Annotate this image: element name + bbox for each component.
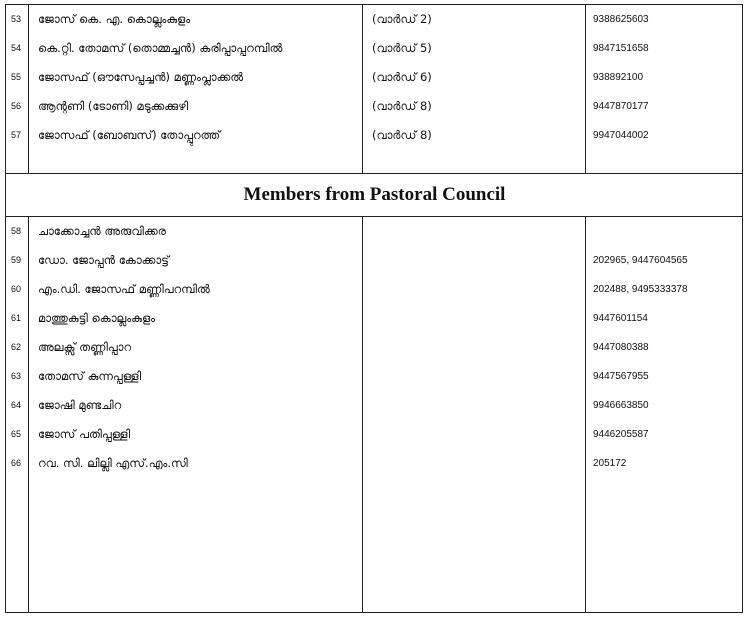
member-name: റവ. സി. ലില്ലി എസ്.എം.സി (38, 456, 188, 470)
phone-number: 9447601154 (593, 313, 648, 324)
ward-label: (വാർഡ് 8) (372, 99, 432, 113)
member-name: ജോസ് കെ. എ. കൊല്ലംകുളം (38, 12, 191, 26)
member-name: ജോസ് പതിപ്പള്ളി (38, 427, 131, 441)
phone-number: 9947044002 (593, 130, 649, 141)
phone-number: 202488, 9495333378 (593, 284, 688, 295)
member-table-frame (5, 4, 743, 613)
phone-number: 9447080388 (593, 342, 649, 353)
row-number: 57 (10, 130, 21, 140)
phone-number: 202965, 9447604565 (593, 255, 688, 266)
member-name: കെ.റ്റി. തോമസ് (തൊമ്മച്ചൻ) കരിപ്പാപ്പറമ്പിൽ (38, 41, 283, 55)
row-number: 54 (10, 43, 21, 53)
ward-label: (വാർഡ് 6) (372, 70, 432, 84)
phone-number: 938892100 (593, 72, 644, 83)
column-divider-number (28, 5, 29, 173)
member-name: ജോസഫ് (ബോബസ്) തോപ്പുറത്ത് (38, 128, 221, 142)
member-name: അലക്സ് തണ്ണിപ്പാറ (38, 340, 132, 354)
row-number: 61 (10, 313, 21, 323)
row-number: 66 (10, 458, 21, 468)
member-name: മാത്തുകുട്ടി കൊല്ലംകുളം (38, 311, 155, 325)
row-number: 65 (10, 429, 21, 439)
phone-number: 9447567955 (593, 371, 649, 382)
member-name: തോമസ് കുന്നപ്പള്ളി (38, 369, 142, 383)
column-divider-number-lower (28, 217, 29, 612)
phone-number: 9847151658 (593, 43, 649, 54)
row-number: 53 (10, 14, 21, 24)
column-divider-name (362, 5, 363, 173)
ward-label: (വാർഡ് 5) (372, 41, 432, 55)
column-divider-ward-lower (585, 217, 586, 612)
phone-number: 9447870177 (593, 101, 649, 112)
member-name: ജോസഫ് (ഔസേപ്പച്ചൻ) മണ്ണംപ്ലാക്കൽ (38, 70, 244, 84)
member-name: ജോഷി മുണ്ടചിറ (38, 398, 122, 412)
row-number: 56 (10, 101, 21, 111)
row-number: 60 (10, 284, 21, 294)
phone-number: 205172 (593, 458, 627, 469)
row-number: 58 (10, 226, 21, 236)
row-number: 63 (10, 371, 21, 381)
phone-number: 9946663850 (593, 400, 649, 411)
member-name: ഡോ. ജോപ്പൻ കോക്കാട്ട് (38, 253, 169, 267)
member-name: എം.ഡി. ജോസഫ് മണ്ണിപറമ്പിൽ (38, 282, 210, 296)
column-divider-ward (585, 5, 586, 173)
phone-number: 9446205587 (593, 429, 649, 440)
row-number: 55 (10, 72, 21, 82)
section-title: Members from Pastoral Council (243, 184, 506, 205)
member-name: ആന്റണി (ടോണി) മടുക്കക്കുഴി (38, 99, 189, 113)
ward-label: (വാർഡ് 8) (372, 128, 432, 142)
row-number: 62 (10, 342, 21, 352)
phone-number: 9388625603 (593, 14, 649, 25)
row-number: 64 (10, 400, 21, 410)
member-name: ചാക്കോച്ചൻ അരുവിക്കര (38, 224, 166, 238)
row-number: 59 (10, 255, 21, 265)
column-divider-name-lower (362, 217, 363, 612)
ward-label: (വാർഡ് 2) (372, 12, 432, 26)
